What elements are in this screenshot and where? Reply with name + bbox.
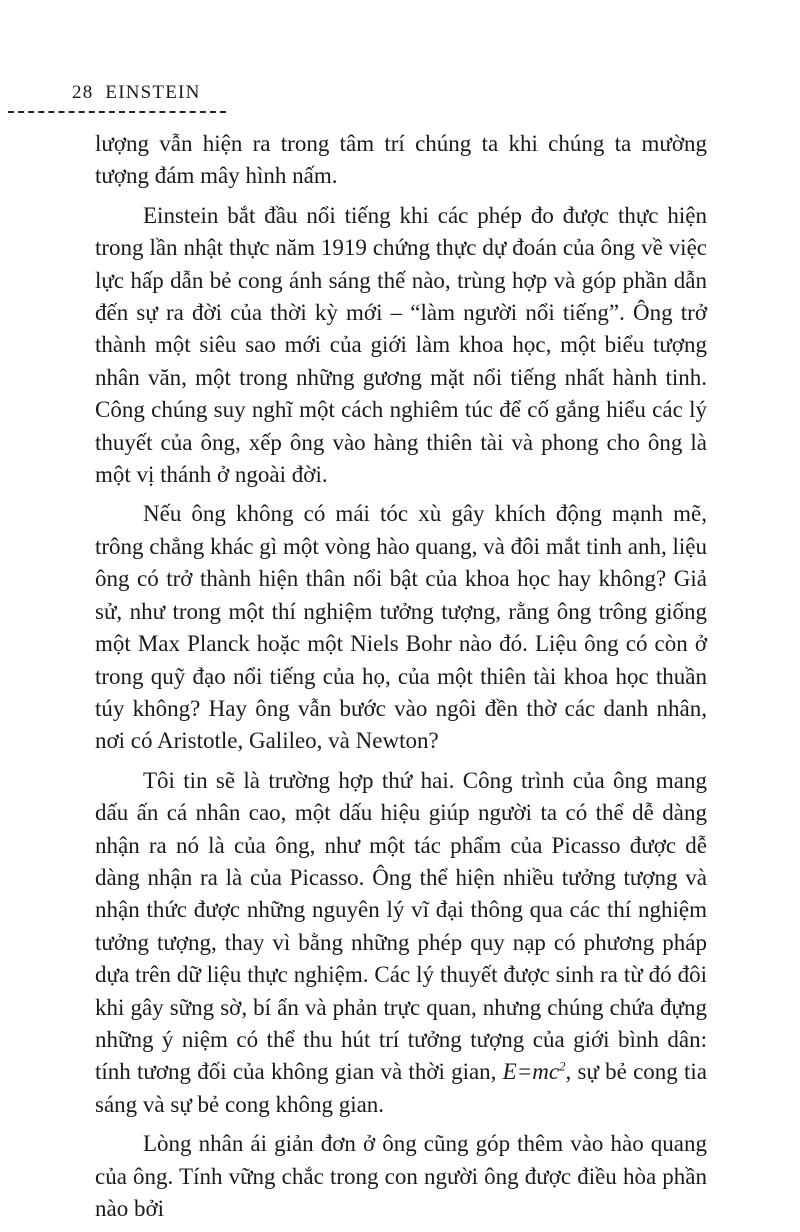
paragraph-text-part: , sự bẻ cong tia sáng và sự bẻ cong không gian. <box>95 1059 707 1117</box>
paragraph-appearance: Nếu ông không có mái tóc xù gây khích động mạnh mẽ, trông chẳng khác gì một vòng hào quang, và đôi mắt tinh anh, liệu ông có trở thành hiện thân nổi bật của khoa học hay không? Giả sử, như trong một thí nghiệm tưởng tượng, rằng ông trông giống một Max Planck hoặc một Niels Bohr nào đó. Liệu ông có còn ở trong quỹ đạo nổi tiếng của họ, của một thiên tài khoa học thuần túy không? Hay ông vẫn bước vào ngôi đền thờ các danh nhân, nơi có Aristotle, Galileo, và Newton? <box>95 501 707 754</box>
header-dashed-rule <box>8 111 226 113</box>
page-number: 28 <box>72 82 94 103</box>
paragraph-text-part: Tôi tin sẽ là trường hợp thứ hai. Công trình của ông mang dấu ấn cá nhân cao, một dấu hiệu giúp người ta có thể dễ dàng nhận ra nó là của ông, như một tác phẩm của Picasso được dễ dàng nhận ra là của Picasso. Ông thể hiện nhiều tưởng tượng và nhận thức được những nguyên lý vĩ đại thông qua các thí nghiệm tưởng tượng, thay vì bằng những phép quy nạp có phương pháp dựa trên dữ liệu thực nghiệm. Các lý thuyết được sinh ra từ đó đôi khi gây sững sờ, bí ẩn và phản trực quan, nhưng chúng chứa đựng những ý niệm có thể thu hút trí tưởng tượng của giới bình dân: tính tương đối của không gian và thời gian, <box>95 767 707 1085</box>
paragraph-einstein-fame: Einstein bắt đầu nổi tiếng khi các phép đo được thực hiện trong lần nhật thực năm 1919 chứng thực dự đoán của ông về việc lực hấp dẫn bẻ cong ánh sáng thế nào, trùng hợp và góp phần dẫn đến sự ra đời của thời kỳ mới – “làm người nổi tiếng”. Ông trở thành một siêu sao mới của giới làm khoa học, một biểu tượng nhân văn, một trong những gương mặt nổi tiếng nhất hành tinh. Công chúng suy nghĩ một cách nghiêm túc để cố gắng hiểu các lý thuyết của ông, xếp ông vào hàng thiên tài và phong cho ông là một vị thánh ở ngoài đời. <box>95 202 707 488</box>
running-title: EINSTEIN <box>105 82 201 103</box>
body-text <box>95 128 707 1232</box>
formula-base: E=mc <box>502 1059 560 1085</box>
formula-exponent: 2 <box>559 1058 566 1074</box>
formula-emc2 <box>503 1059 566 1084</box>
running-header <box>72 82 201 104</box>
paragraph-continued: lượng vẫn hiện ra trong tâm trí chúng ta khi chúng ta mường tượng đám mây hình nấm. <box>95 131 707 189</box>
paragraph-kindness: Lòng nhân ái giản đơn ở ông cũng góp thêm vào hào quang của ông. Tính vững chắc trong con người ông được điều hòa phần nào bởi <box>95 1131 707 1221</box>
paragraph-second-case <box>95 765 707 1121</box>
